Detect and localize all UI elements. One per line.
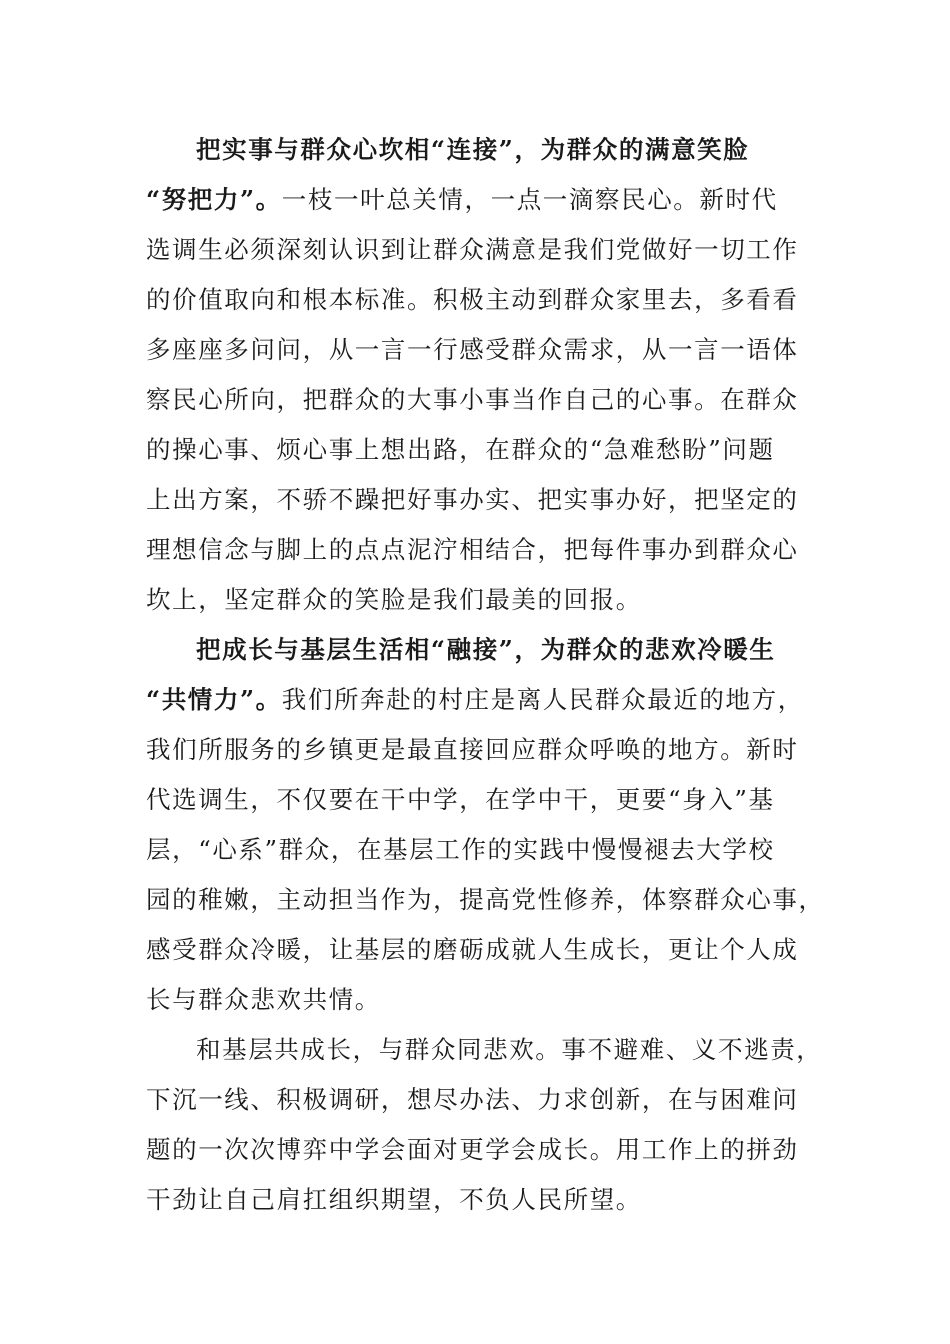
paragraph-text: 多座座多问问，从一言一行感受群众需求，从一言一语体 — [146, 335, 799, 364]
paragraph-line — [146, 525, 799, 575]
paragraph-text: 感受群众冷暖，让基层的磨砺成就人生成长，更让个人成 — [146, 935, 799, 964]
paragraph-line — [146, 375, 799, 425]
paragraph-text: 理想信念与脚上的点点泥泞相结合，把每件事办到群众心 — [146, 535, 799, 564]
paragraph-heading: 把实事与群众心坎相“连接”，为群众的满意笑脸 — [196, 135, 750, 164]
paragraph-line — [146, 675, 804, 725]
paragraph-text: 下沉一线、积极调研，想尽办法、力求创新，在与困难问 — [146, 1085, 799, 1114]
paragraph-text: 的操心事、烦心事上想出路，在群众的“急难愁盼”问题 — [146, 435, 775, 464]
paragraph-line — [146, 325, 799, 375]
document-page — [146, 125, 825, 1225]
paragraph-text: 我们所奔赴的村庄是离人民群众最近的地方， — [281, 685, 804, 714]
paragraph-text: 上出方案，不骄不躁把好事办实、把实事办好，把坚定的 — [146, 485, 799, 514]
paragraph-text: 坎上，坚定群众的笑脸是我们最美的回报。 — [146, 585, 642, 614]
paragraph-text: 选调生必须深刻认识到让群众满意是我们党做好一切工作 — [146, 235, 799, 264]
paragraph-line — [146, 1075, 799, 1125]
paragraph-line — [146, 825, 796, 875]
paragraph-text: 和基层共成长，与群众同悲欢。事不避难、义不逃责， — [196, 1035, 823, 1064]
paragraph-line — [146, 925, 799, 975]
paragraph-text: 园的稚嫩，主动担当作为，提高党性修养，体察群众心事， — [146, 885, 825, 914]
paragraph-line — [146, 1125, 799, 1175]
paragraph-text: 题的一次次博弈中学会面对更学会成长。用工作上的拼劲 — [146, 1135, 799, 1164]
paragraph-line — [146, 575, 796, 625]
paragraph-text: 我们所服务的乡镇更是最直接回应群众呼唤的地方。新时 — [146, 735, 799, 764]
paragraph-line — [146, 1175, 796, 1225]
paragraph-text: 干劲让自己肩扛组织期望，不负人民所望。 — [146, 1185, 642, 1214]
paragraph-text: 的价值取向和根本标准。积极主动到群众家里去，多看看 — [146, 285, 799, 314]
paragraph-line — [146, 875, 825, 925]
paragraph-line — [146, 125, 796, 175]
paragraph-line — [146, 625, 796, 675]
paragraph-text: 层，“心系”群众，在基层工作的实践中慢慢褪去大学校 — [146, 835, 775, 864]
paragraph-heading: “努把力”。 — [146, 185, 282, 214]
paragraph-line — [146, 975, 796, 1025]
paragraph-text: 代选调生，不仅要在干中学，在学中干，更要“身入”基 — [146, 785, 775, 814]
paragraph-line — [146, 425, 796, 475]
paragraph-line — [146, 175, 796, 225]
paragraph-line — [146, 1025, 823, 1075]
paragraph-text: 长与群众悲欢共情。 — [146, 985, 381, 1014]
paragraph-text: 察民心所向，把群众的大事小事当作自己的心事。在群众 — [146, 385, 799, 414]
paragraph-line — [146, 775, 796, 825]
paragraph-1 — [146, 125, 799, 625]
paragraph-3 — [146, 1025, 823, 1225]
paragraph-line — [146, 475, 799, 525]
paragraph-line — [146, 225, 799, 275]
paragraph-line — [146, 725, 799, 775]
paragraph-2 — [146, 625, 825, 1025]
paragraph-text: 一枝一叶总关情，一点一滴察民心。新时代 — [281, 185, 778, 214]
paragraph-heading: 把成长与基层生活相“融接”，为群众的悲欢冷暖生 — [196, 635, 776, 664]
paragraph-line — [146, 275, 799, 325]
paragraph-heading: “共情力”。 — [146, 685, 282, 714]
